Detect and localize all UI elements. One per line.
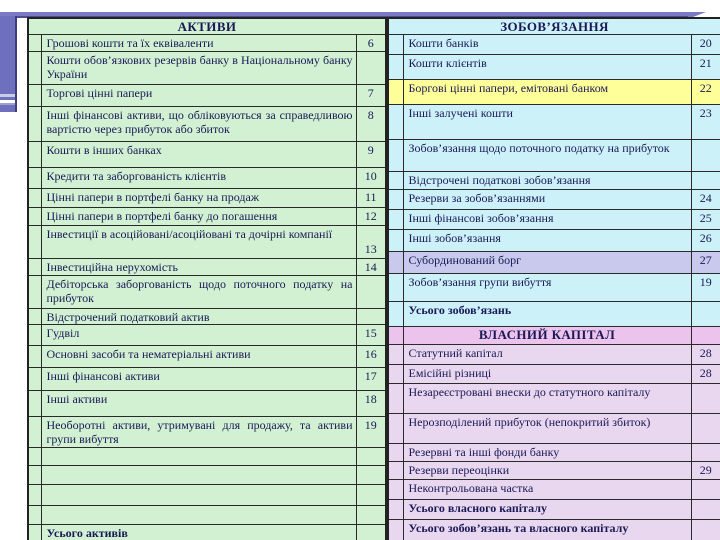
equity-section-header-row [388, 327, 720, 345]
assets-row [28, 52, 386, 85]
row-spacer-cell [388, 274, 403, 302]
assets-row [28, 35, 386, 52]
row-label: Емісійні різниці [403, 365, 691, 384]
row-spacer-cell [388, 210, 403, 230]
row-label: Нерозподілений прибуток (непокритий збиток) [403, 414, 691, 444]
row-number [356, 506, 386, 525]
row-number [691, 384, 720, 414]
row-spacer-cell [388, 500, 403, 520]
row-label: Кошти банків [403, 35, 691, 55]
row-spacer-cell [28, 276, 41, 309]
assets-row [28, 506, 386, 525]
row-spacer-cell [388, 35, 403, 55]
assets-row [28, 346, 386, 368]
row-label: Грошові кошти та їх еквіваленти [41, 35, 356, 52]
row-label: Необоротні активи, утримувані для продажу, та активи групи вибуття [41, 417, 356, 448]
row-number [356, 52, 386, 85]
liabilities-row [388, 35, 720, 55]
row-spacer-cell [28, 346, 41, 368]
row-label: Резерви переоцінки [403, 462, 691, 480]
row-spacer-cell [28, 189, 41, 208]
row-number: 19 [691, 274, 720, 302]
row-spacer-cell [388, 252, 403, 274]
liabilities-table [387, 17, 720, 540]
liabilities-row [388, 365, 720, 384]
liabilities-row [388, 480, 720, 500]
liabilities-row-header [388, 18, 720, 35]
row-spacer-cell [28, 142, 41, 168]
liabilities-row [388, 444, 720, 462]
row-label: Резервні та інші фонди банку [403, 444, 691, 462]
row-label: Інвестиції в асоційовані/асоційовані та дочірні компанії [41, 226, 356, 259]
row-number: 22 [691, 80, 720, 105]
row-spacer-cell [388, 444, 403, 462]
row-spacer-cell [388, 414, 403, 444]
row-label [41, 466, 356, 485]
assets-row [28, 259, 386, 276]
assets-row [28, 142, 386, 168]
row-label [41, 506, 356, 525]
table-title: ЗОБОВ’ЯЗАННЯ [388, 18, 720, 35]
row-spacer-cell [28, 466, 41, 485]
row-spacer-cell [28, 85, 41, 107]
row-label: Інші фінансові зобов’язання [403, 210, 691, 230]
row-spacer-cell [388, 140, 403, 172]
row-label: Резерви за зобов’язаннями [403, 190, 691, 210]
row-label: Відстрочені податкові зобов’язання [403, 172, 691, 190]
row-spacer-cell [388, 384, 403, 414]
row-number [691, 520, 720, 540]
row-spacer-cell [388, 105, 403, 140]
row-number [356, 466, 386, 485]
row-label: Інші фінансові активи, що обліковуються за справедливою вартістю через прибуток або збиток [41, 107, 356, 142]
liabilities-row [388, 190, 720, 210]
row-label: Усього активів [41, 525, 356, 540]
row-number: 12 [356, 208, 386, 226]
assets-row [28, 226, 386, 259]
row-label [41, 485, 356, 506]
row-number: 23 [691, 105, 720, 140]
row-number [356, 276, 386, 309]
row-number [356, 448, 386, 466]
row-label: Інші фінансові активи [41, 368, 356, 391]
row-number [691, 500, 720, 520]
row-spacer-cell [388, 520, 403, 540]
assets-row [28, 309, 386, 325]
row-number: 25 [691, 210, 720, 230]
assets-row [28, 107, 386, 142]
row-label: ВЛАСНИЙ КАПІТАЛ [403, 327, 691, 345]
liabilities-row [388, 462, 720, 480]
liabilities-row [388, 274, 720, 302]
row-spacer-cell [388, 327, 403, 345]
liabilities-row [388, 105, 720, 140]
row-number [691, 302, 720, 327]
liabilities-row [388, 500, 720, 520]
row-label: Усього зобов’язань [403, 302, 691, 327]
row-label: Зобов’язання щодо поточного податку на прибуток [403, 140, 691, 172]
row-number: 27 [691, 252, 720, 274]
row-number: 28 [691, 345, 720, 365]
row-label: Кошти в інших банках [41, 142, 356, 168]
row-number [356, 525, 386, 540]
row-spacer-cell [28, 208, 41, 226]
row-spacer-cell [28, 325, 41, 346]
row-spacer-cell [388, 365, 403, 384]
liabilities-row [388, 252, 720, 274]
row-number: 9 [356, 142, 386, 168]
row-spacer-cell [388, 345, 403, 365]
assets-row [28, 466, 386, 485]
table-title: АКТИВИ [28, 18, 386, 35]
row-label: Гудвіл [41, 325, 356, 346]
row-spacer-cell [28, 485, 41, 506]
row-label: Статутний капітал [403, 345, 691, 365]
row-spacer-cell [28, 368, 41, 391]
row-label: Усього зобов’язань та власного капіталу [403, 520, 691, 540]
row-spacer-cell [28, 309, 41, 325]
assets-row [28, 417, 386, 448]
row-label: Неконтрольована частка [403, 480, 691, 500]
row-spacer-cell [28, 259, 41, 276]
row-label [41, 448, 356, 466]
liabilities-row [388, 55, 720, 80]
row-number: 19 [356, 417, 386, 448]
assets-row [28, 276, 386, 309]
row-spacer-cell [28, 525, 41, 540]
assets-row [28, 208, 386, 226]
row-number [691, 444, 720, 462]
row-number: 8 [356, 107, 386, 142]
row-number [691, 480, 720, 500]
liabilities-row [388, 172, 720, 190]
assets-row [28, 485, 386, 506]
row-number [356, 485, 386, 506]
assets-row [28, 85, 386, 107]
row-number [691, 327, 720, 345]
row-label: Інші активи [41, 391, 356, 417]
assets-table [27, 17, 387, 540]
assets-row [28, 168, 386, 189]
row-label: Інвестиційна нерухомість [41, 259, 356, 276]
row-number: 14 [356, 259, 386, 276]
row-number: 16 [356, 346, 386, 368]
row-spacer-cell [388, 80, 403, 105]
row-label: Основні засоби та нематеріальні активи [41, 346, 356, 368]
liabilities-row [388, 520, 720, 540]
row-spacer-cell [388, 190, 403, 210]
row-number: 11 [356, 189, 386, 208]
row-number [356, 309, 386, 325]
row-number: 20 [691, 35, 720, 55]
assets-row [28, 448, 386, 466]
row-label: Інші залучені кошти [403, 105, 691, 140]
row-spacer-cell [28, 35, 41, 52]
assets-row [28, 368, 386, 391]
row-spacer-cell [28, 417, 41, 448]
row-spacer-cell [28, 168, 41, 189]
left-bar-slit [0, 103, 15, 105]
assets-row [28, 325, 386, 346]
assets-row [28, 189, 386, 208]
liabilities-row [388, 414, 720, 444]
assets-row-header [28, 18, 386, 35]
row-number: 15 [356, 325, 386, 346]
row-number: 6 [356, 35, 386, 52]
row-spacer-cell [28, 506, 41, 525]
liabilities-row [388, 384, 720, 414]
left-accent-bar [0, 16, 17, 112]
row-number: 26 [691, 230, 720, 252]
row-number: 7 [356, 85, 386, 107]
row-number: 24 [691, 190, 720, 210]
row-label: Дебіторська заборгованість щодо поточного податку на прибуток [41, 276, 356, 309]
row-number: 18 [356, 391, 386, 417]
left-bar-slit [0, 94, 15, 97]
row-spacer-cell [28, 391, 41, 417]
liabilities-row [388, 230, 720, 252]
row-label: Інші зобов’язання [403, 230, 691, 252]
row-spacer-cell [28, 226, 41, 259]
row-number [691, 414, 720, 444]
liabilities-row [388, 80, 720, 105]
row-spacer-cell [388, 172, 403, 190]
row-spacer-cell [28, 107, 41, 142]
row-number: 29 [691, 462, 720, 480]
row-spacer-cell [388, 230, 403, 252]
row-number [691, 172, 720, 190]
row-spacer-cell [388, 55, 403, 80]
row-label: Відстрочений податковий актив [41, 309, 356, 325]
liabilities-row [388, 140, 720, 172]
row-spacer-cell [388, 302, 403, 327]
row-label: Цінні папери в портфелі банку на продаж [41, 189, 356, 208]
row-number: 13 [356, 226, 386, 259]
row-spacer-cell [388, 462, 403, 480]
row-label: Торгові цінні папери [41, 85, 356, 107]
row-spacer-cell [388, 480, 403, 500]
row-spacer-cell [28, 448, 41, 466]
row-number: 28 [691, 365, 720, 384]
row-label: Субординований борг [403, 252, 691, 274]
row-label: Боргові цінні папери, емітовані банком [403, 80, 691, 105]
row-label: Кошти клієнтів [403, 55, 691, 80]
liabilities-row [388, 345, 720, 365]
row-spacer-cell [28, 52, 41, 85]
assets-row [28, 391, 386, 417]
liabilities-row [388, 302, 720, 327]
row-label: Кредити та заборгованість клієнтів [41, 168, 356, 189]
row-label: Цінні папери в портфелі банку до погашення [41, 208, 356, 226]
assets-row [28, 525, 386, 540]
row-number: 21 [691, 55, 720, 80]
liabilities-row [388, 210, 720, 230]
row-label: Зобов’язання групи вибуття [403, 274, 691, 302]
row-label: Кошти обов’язкових резервів банку в Національному банку України [41, 52, 356, 85]
row-label: Незареєстровані внески до статутного капіталу [403, 384, 691, 414]
row-label: Усього власного капіталу [403, 500, 691, 520]
row-number: 17 [356, 368, 386, 391]
row-number [691, 140, 720, 172]
row-number: 10 [356, 168, 386, 189]
